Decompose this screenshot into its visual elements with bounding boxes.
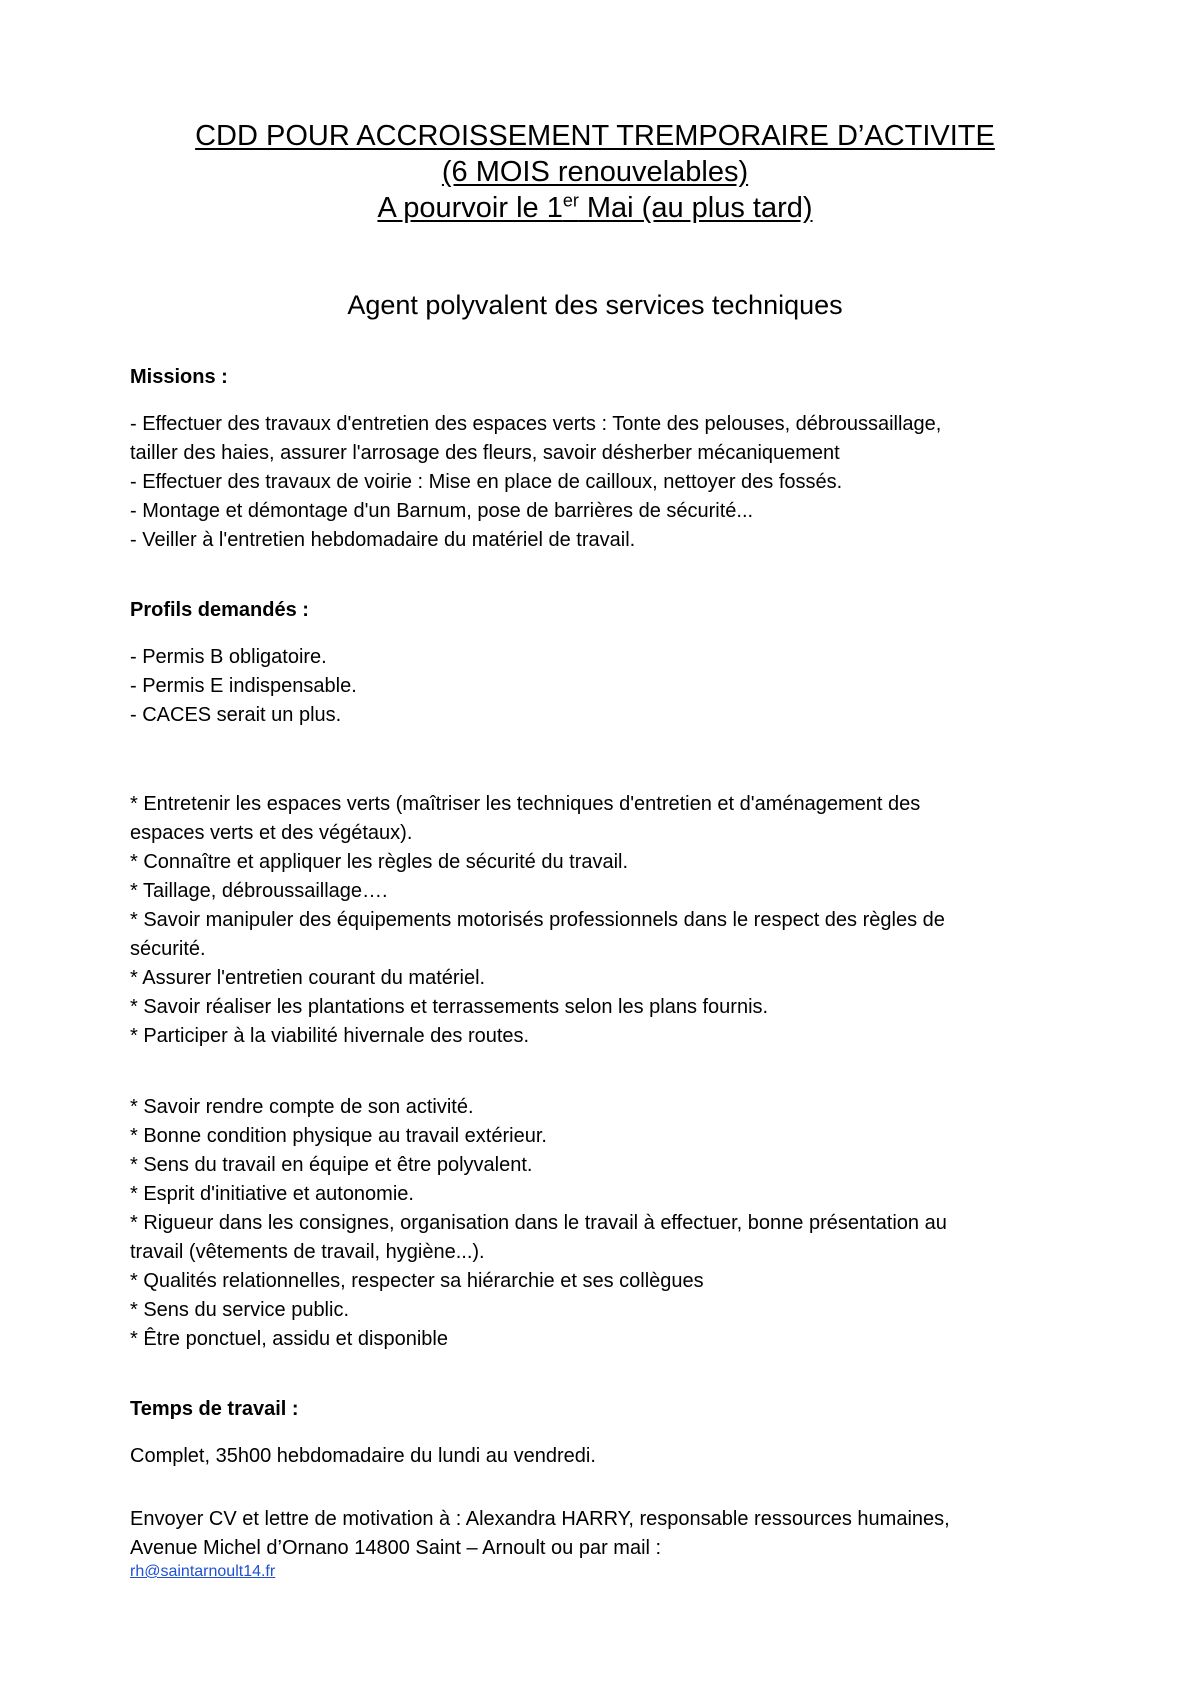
missions-list [130,410,990,555]
competences-line: * Savoir manipuler des équipements motorisés professionnels dans le respect des règles de sécurité. [130,909,945,960]
profils-line: - Permis E indispensable. [130,675,357,697]
profils-line: - Permis B obligatoire. [130,646,327,668]
qualites-line: * Rigueur dans les consignes, organisation dans le travail à effectuer, bonne présentation au travail (vêtements de travail, hygiène...). [130,1212,947,1263]
temps-de-travail-heading: Temps de travail : [130,1398,299,1420]
qualites-line: * Savoir rendre compte de son activité. [130,1096,474,1118]
qualites-line: * Sens du travail en équipe et être polyvalent. [130,1154,533,1176]
contact-email-link[interactable]: rh@saintarnoult14.fr [130,1563,276,1580]
title-line-1: CDD POUR ACCROISSEMENT TREMPORAIRE D’ACTIVITE [195,120,995,152]
spacer [130,1051,1060,1073]
competences-line: * Taillage, débroussaillage…. [130,880,388,902]
competences-list [130,790,990,1051]
competences-line: * Assurer l'entretien courant du matériel. [130,967,486,989]
missions-line: - Effectuer des travaux d'entretien des espaces verts : Tonte des pelouses, débroussaillage, tailler des haies, assurer l'arrosage des fleurs, savoir désherber mécaniquement [130,413,942,464]
profils-line: - CACES serait un plus. [130,704,342,726]
title-line-3 [130,190,1060,226]
qualites-line: * Être ponctuel, assidu et disponible [130,1328,448,1350]
title-line-2: (6 MOIS renouvelables) [441,156,749,188]
competences-line: * Connaître et appliquer les règles de sécurité du travail. [130,851,629,873]
missions-line: - Effectuer des travaux de voirie : Mise en place de cailloux, nettoyer des fossés. [130,471,843,493]
document-title [130,118,1060,226]
spacer [130,730,1060,770]
qualites-line: * Bonne condition physique au travail extérieur. [130,1125,547,1147]
competences-line: * Participer à la viabilité hivernale des routes. [130,1025,530,1047]
title-line-3-prefix: A pourvoir le 1 [377,192,563,224]
missions-line: - Veiller à l'entretien hebdomadaire du matériel de travail. [130,529,636,551]
qualites-list [130,1093,990,1354]
title-line-3-ordinal: er [562,190,579,211]
contact-block [130,1505,1060,1581]
profils-heading: Profils demandés : [130,599,309,621]
profils-list [130,643,990,730]
qualites-line: * Sens du service public. [130,1299,350,1321]
job-title: Agent polyvalent des services techniques [347,290,843,320]
competences-line: * Entretenir les espaces verts (maîtriser les techniques d'entretien et d'aménagement des espaces verts et des végétaux). [130,793,921,844]
competences-line: * Savoir réaliser les plantations et terrassements selon les plans fournis. [130,996,769,1018]
temps-de-travail-text: Complet, 35h00 hebdomadaire du lundi au vendredi. [130,1445,596,1467]
qualites-line: * Esprit d'initiative et autonomie. [130,1183,414,1205]
contact-text: Envoyer CV et lettre de motivation à : Alexandra HARRY, responsable ressources humaines, Avenue Michel d’Ornano 14800 Saint – Arnoult ou par mail : [130,1508,950,1559]
qualites-line: * Qualités relationnelles, respecter sa hiérarchie et ses collègues [130,1270,704,1292]
missions-heading: Missions : [130,366,228,388]
title-line-3-suffix: Mai (au plus tard) [578,192,813,224]
missions-line: - Montage et démontage d'un Barnum, pose de barrières de sécurité... [130,500,754,522]
